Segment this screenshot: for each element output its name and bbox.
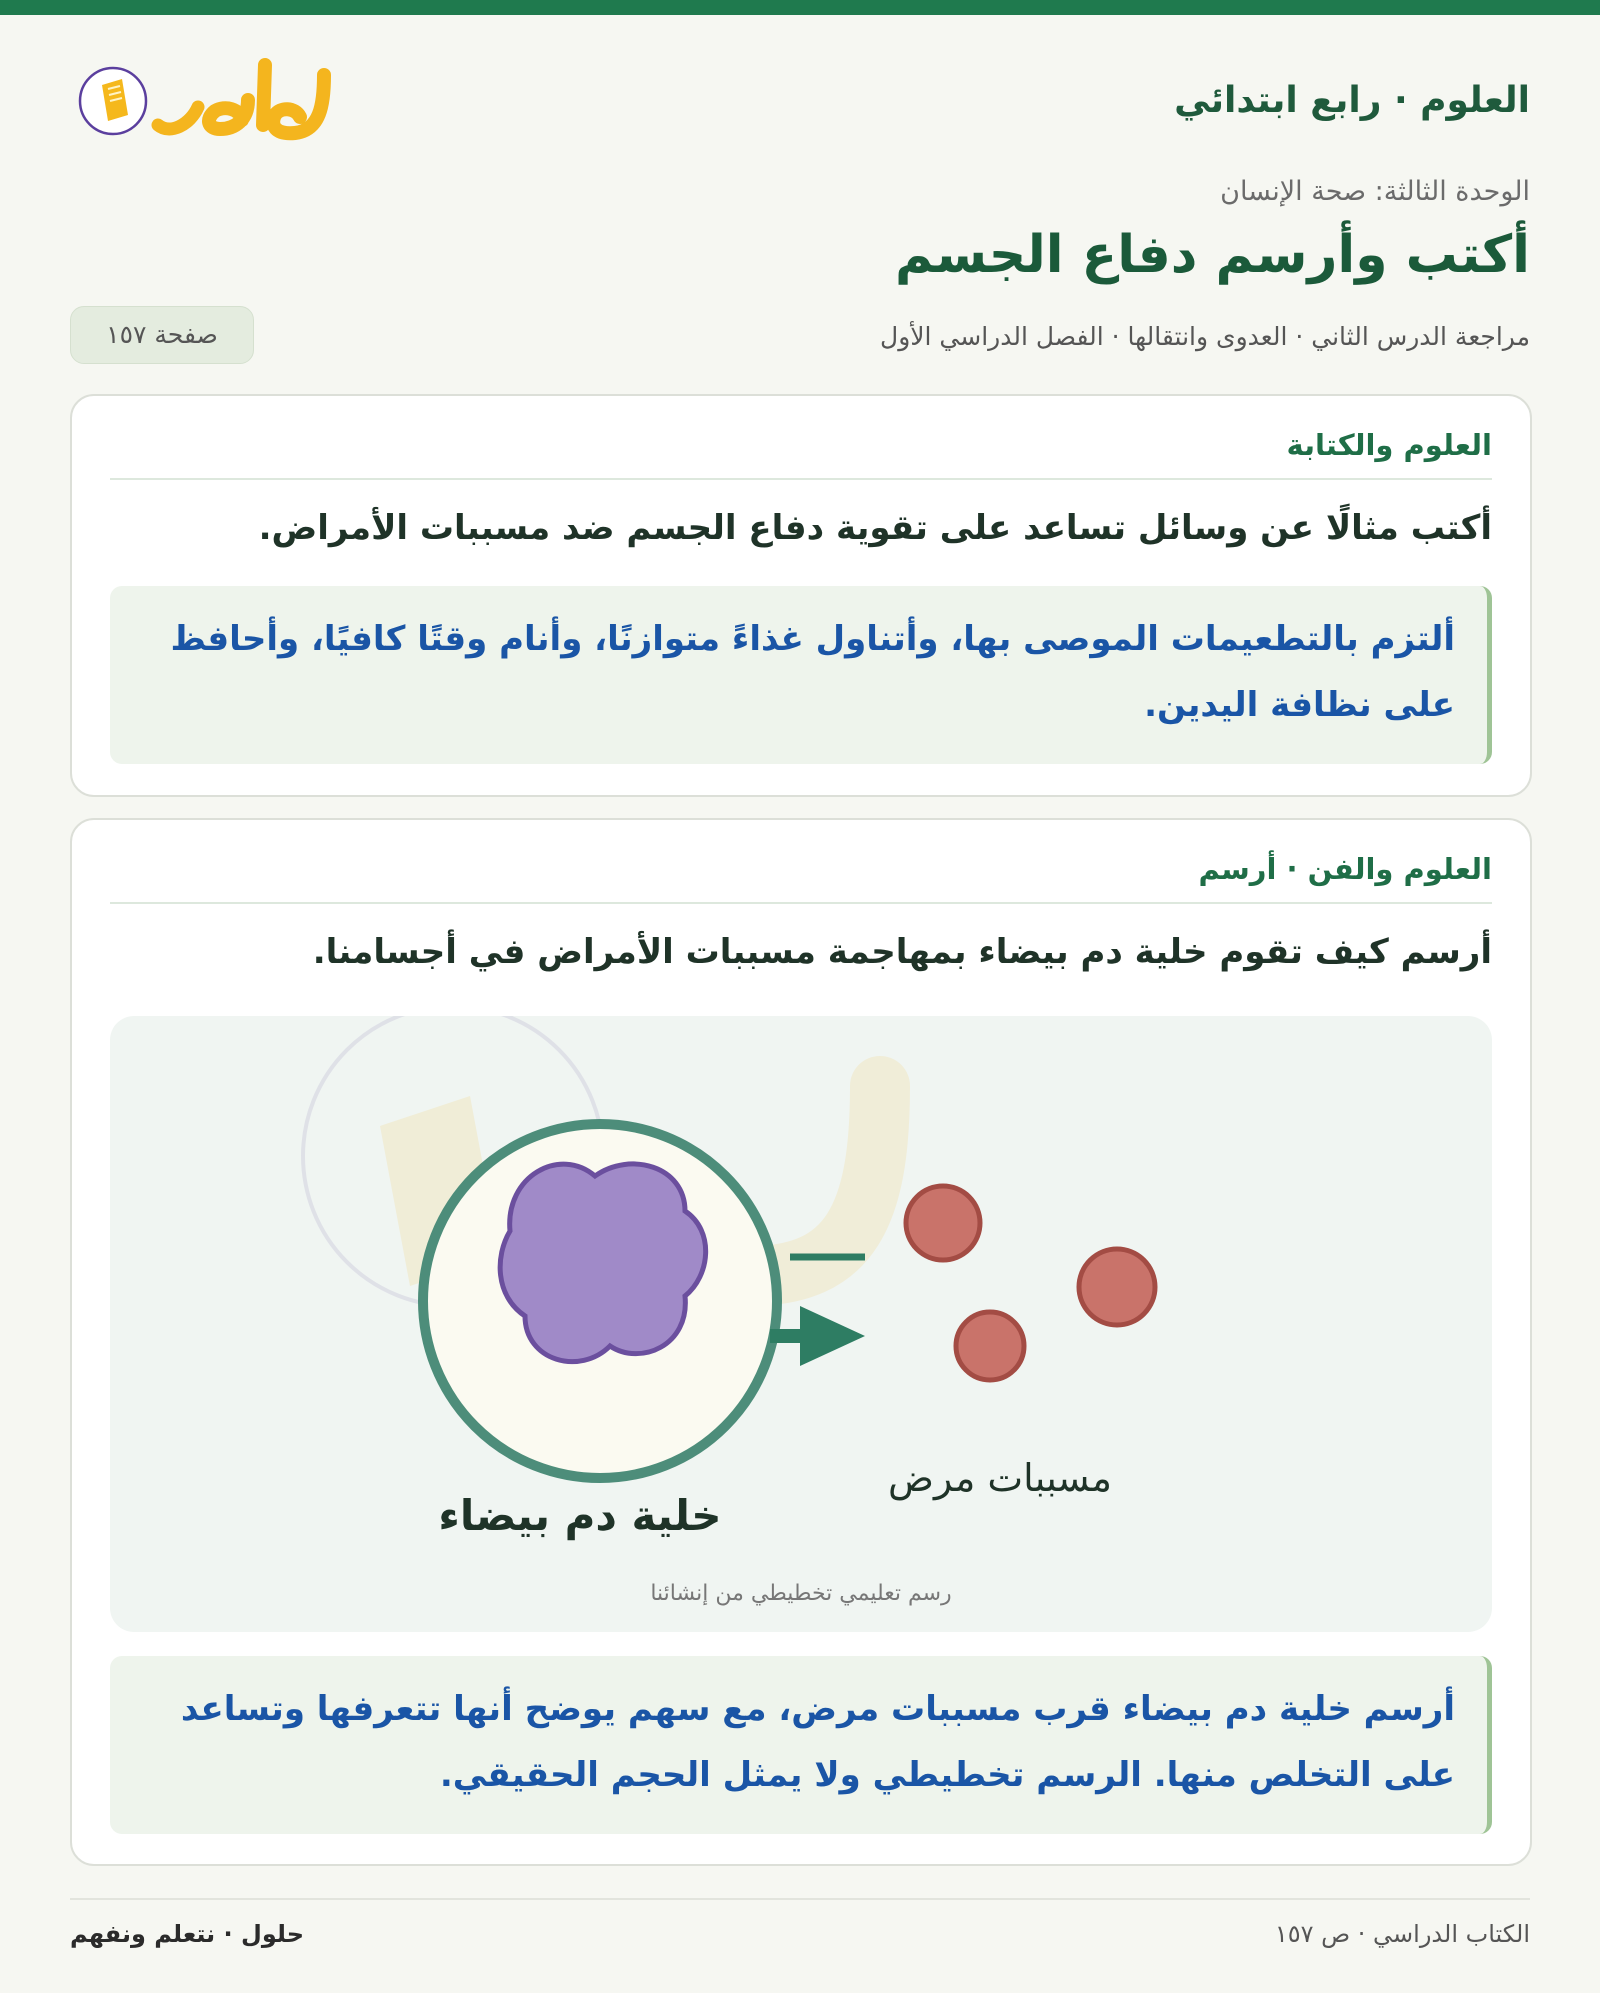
page-header	[70, 45, 1530, 155]
logo-wordmark	[158, 65, 324, 133]
writing-card	[70, 394, 1532, 797]
writing-answer: ألتزم بالتطعيمات الموصى بها، وأتناول غذاءً متوازنًا، وأنام وقتًا كافيًا، وأحافظ على نظافة اليدين.	[110, 586, 1492, 764]
arrow-head-icon	[800, 1306, 865, 1366]
lesson-meta: مراجعة الدرس الثاني · العدوى وانتقالها · الفصل الدراسي الأول	[880, 322, 1530, 351]
pathogen-2	[1079, 1249, 1155, 1325]
top-accent-bar	[0, 0, 1600, 15]
pathogen-label: مسببات مرض	[888, 1456, 1112, 1500]
logo-mark-icon	[70, 45, 350, 155]
figure-drawing	[110, 1016, 1492, 1632]
art-answer: أرسم خلية دم بيضاء قرب مسببات مرض، مع سهم يوضح أنها تتعرفها وتساعد على التخلص منها. الرسم تخطيطي ولا يمثل الحجم الحقيقي.	[110, 1656, 1492, 1834]
art-question: أرسم كيف تقوم خلية دم بيضاء بمهاجمة مسببات الأمراض في أجسامنا.	[312, 932, 1492, 972]
page-title: أكتب وأرسم دفاع الجسم	[895, 225, 1530, 285]
footer-brand[interactable]: حلول · نتعلم ونفهم	[70, 1920, 304, 1948]
writing-card-heading: العلوم والكتابة	[110, 428, 1492, 480]
cell-label: خلية دم بيضاء	[438, 1491, 722, 1540]
page-number-badge: صفحة ١٥٧	[70, 306, 254, 364]
footer-divider	[70, 1898, 1530, 1900]
writing-question: أكتب مثالًا عن وسائل تساعد على تقوية دفاع الجسم ضد مسببات الأمراض.	[258, 508, 1492, 548]
pathogen-1	[906, 1186, 980, 1260]
unit-label: الوحدة الثالثة: صحة الإنسان	[1220, 176, 1530, 207]
pathogen-3	[956, 1312, 1024, 1380]
subject-grade: العلوم · رابع ابتدائي	[1174, 80, 1530, 121]
art-card-heading: العلوم والفن · أرسم	[110, 852, 1492, 904]
figure-caption: رسم تعليمي تخطيطي من إنشائنا	[650, 1581, 952, 1606]
white-blood-cell-figure	[110, 1016, 1492, 1632]
cell-nucleus	[500, 1164, 706, 1362]
art-card	[70, 818, 1532, 1866]
footer-source: الكتاب الدراسي · ص ١٥٧	[1274, 1920, 1530, 1948]
hulul-logo[interactable]	[70, 45, 350, 155]
